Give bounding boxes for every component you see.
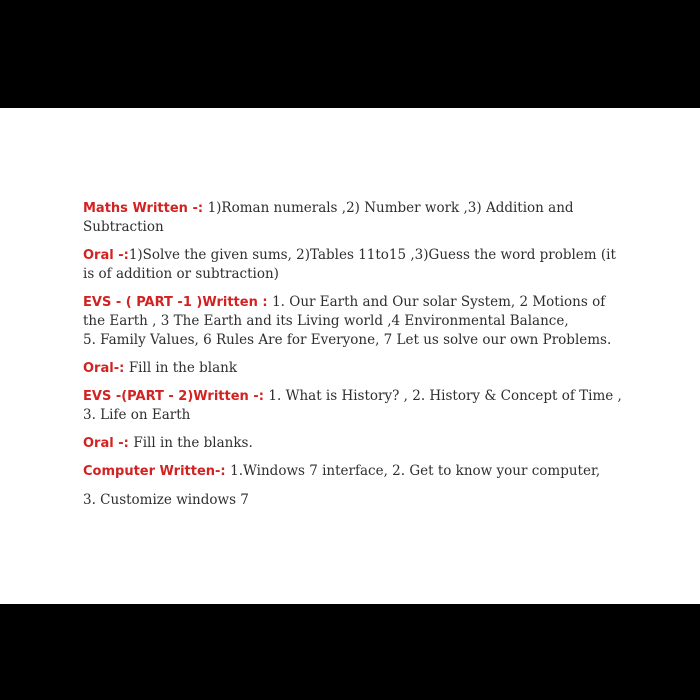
computer-text-2: 3. Customize windows 7 <box>83 492 249 508</box>
maths-label: Maths Written -: <box>83 201 208 216</box>
document-page <box>0 108 700 604</box>
computer-section-continued <box>83 491 628 510</box>
oral-label-1: Oral -: <box>83 248 129 263</box>
oral-section-2 <box>83 359 628 378</box>
evs-part1-text-a: 1. Our Earth and Our solar System, 2 Motions of the Earth , 3 The Earth and its Living world ,4 Environmental Balance, <box>83 294 606 329</box>
evs-part2-label: EVS -(PART - 2)Written -: <box>83 389 269 404</box>
maths-text: 1)Roman numerals ,2) Number work ,3) Addition and Subtraction <box>83 200 574 235</box>
oral-text-3: Fill in the blanks. <box>133 435 253 451</box>
evs-part1-label: EVS - ( PART -1 )Written : <box>83 295 273 310</box>
maths-section <box>83 199 628 237</box>
evs-part2-text: 1. What is History? , 2. History & Concept of Time , 3. Life on Earth <box>83 388 622 423</box>
oral-section-3 <box>83 434 628 453</box>
oral-label-2: Oral-: <box>83 361 129 376</box>
oral-section-1 <box>83 246 628 284</box>
evs-part2-section <box>83 387 628 425</box>
evs-part1-text-b: 5. Family Values, 6 Rules Are for Everyone, 7 Let us solve our own Problems. <box>83 332 612 348</box>
computer-section <box>83 462 628 481</box>
oral-label-3: Oral -: <box>83 436 134 451</box>
oral-text-2: Fill in the blank <box>128 360 238 376</box>
computer-text: 1.Windows 7 interface, 2. Get to know your computer, <box>230 463 601 479</box>
computer-label: Computer Written-: <box>83 464 231 479</box>
syllabus-content <box>83 199 628 519</box>
oral-text-1: 1)Solve the given sums, 2)Tables 11to15 ,3)Guess the word problem (it is of addition or subtraction) <box>83 247 616 282</box>
evs-part1-section <box>83 293 628 350</box>
